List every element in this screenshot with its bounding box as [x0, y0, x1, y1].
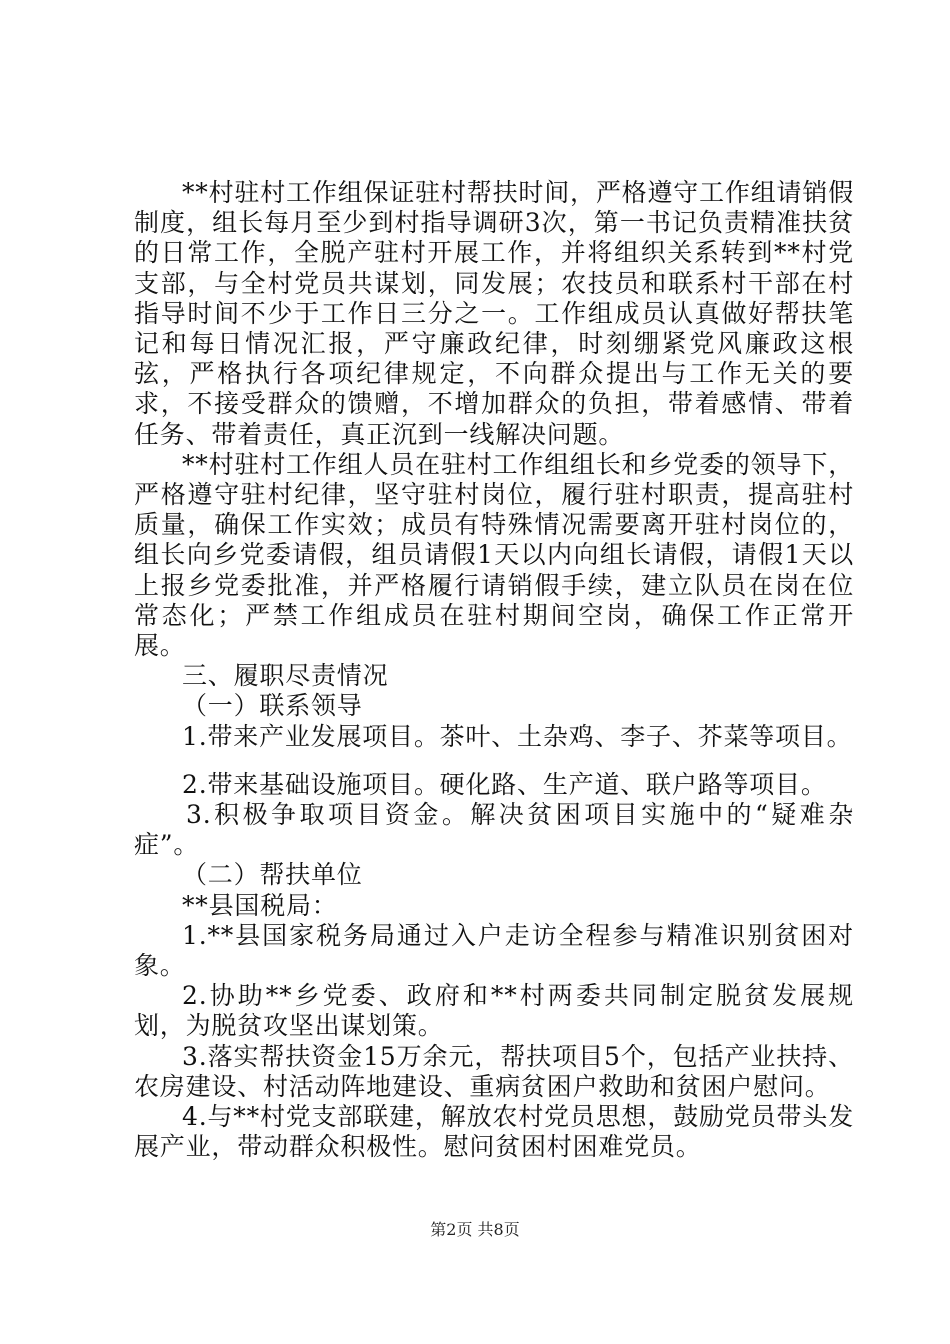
list-item-industry: 1.带来产业发展项目。茶叶、土杂鸡、李子、芥菜等项目。 [182, 721, 853, 751]
section-heading: 三、履职尽责情况 [182, 661, 389, 691]
list-item-identification: 1.**县国家税务局通过入户走访全程参与精准识别贫困对象。 [134, 920, 854, 981]
subsection-heading-leaders: （一）联系领导 [182, 691, 363, 721]
unit-name: **县国税局： [182, 890, 338, 920]
list-item-funds: 3.落实帮扶资金15万余元，帮扶项目5个，包括产业扶持、农房建设、村活动阵地建设、重病贫困户救助和贫困户慰问。 [134, 1041, 854, 1101]
body-text [134, 178, 854, 1163]
paragraph-work-time: **村驻村工作组保证驻村帮扶时间，严格遵守工作组请销假制度，组长每月至少到村指导调研3次，第一书记负责精准扶贫的日常工作，全脱产驻村开展工作，并将组织关系转到**村党支部，与全村党员共谋划，同发展；农技员和联系村干部在村指导时间不少于工作日三分之一。工作组成员认真做好帮扶笔记和每日情况汇报，严守廉政纪律，时刻绷紧党风廉政这根弦，严格执行各项纪律规定，不向群众提出与工作无关的要求，不接受群众的馈赠，不增加群众的负担，带着感情、带着任务、带着责任，真正沉到一线解决问题。 [134, 178, 854, 449]
blank-line [134, 752, 854, 770]
subsection-heading-units: （二）帮扶单位 [182, 860, 363, 890]
page-number-footer: 第2页 共8页 [430, 1220, 520, 1239]
paragraph-work-discipline: **村驻村工作组人员在驻村工作组组长和乡党委的领导下，严格遵守驻村纪律，坚守驻村岗位，履行驻村职责，提高驻村质量，确保工作实效；成员有特殊情况需要离开驻村岗位的，组长向乡党委请假，组员请假1天以内向组长请假，请假1天以上报乡党委批准，并严格履行请销假手续，建立队员在岗在位常态化；严禁工作组成员在驻村期间空岗，确保工作正常开展。 [134, 449, 854, 661]
list-item-funding: 3.积极争取项目资金。解决贫困项目实施中的“疑难杂症”。 [134, 800, 854, 860]
list-item-infrastructure: 2.带来基础设施项目。硬化路、生产道、联户路等项目。 [182, 769, 827, 799]
list-item-planning: 2.协助**乡党委、政府和**村两委共同制定脱贫发展规划，为脱贫攻坚出谋划策。 [134, 981, 854, 1041]
list-item-party-building: 4.与**村党支部联建，解放农村党员思想，鼓励党员带头发展产业，带动群众积极性。慰问贫困村困难党员。 [134, 1102, 854, 1162]
